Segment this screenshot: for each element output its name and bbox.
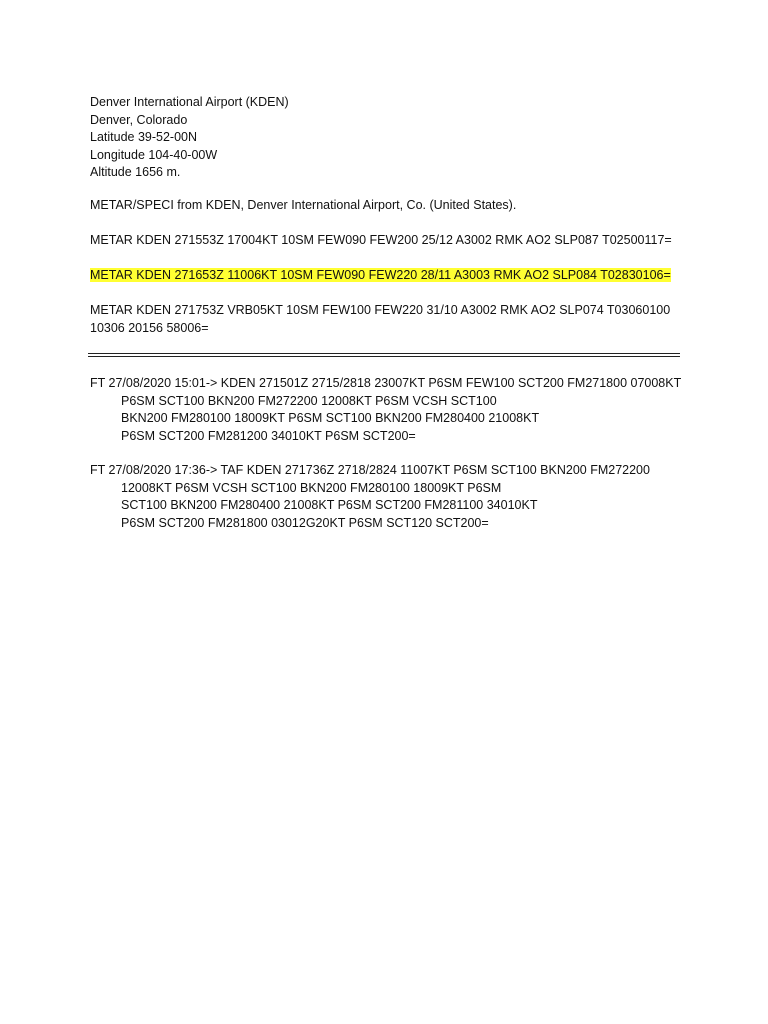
taf-line: BKN200 FM280100 18009KT P6SM SCT100 BKN200 FM280400 21008KT bbox=[121, 411, 540, 425]
taf-report-2 bbox=[90, 462, 710, 532]
taf-line: P6SM SCT200 FM281200 34010KT P6SM SCT200= bbox=[121, 428, 416, 443]
station-longitude: Longitude 104-40-00W bbox=[90, 147, 218, 162]
taf-report-1 bbox=[90, 375, 710, 445]
metar-intro bbox=[90, 197, 710, 215]
station-city: Denver, Colorado bbox=[90, 112, 188, 127]
metar-text-line-2: 10306 20156 58006= bbox=[90, 320, 209, 335]
taf-line: P6SM SCT100 BKN200 FM272200 12008KT P6SM VCSH SCT100 bbox=[121, 393, 497, 408]
station-altitude: Altitude 1656 m. bbox=[90, 165, 181, 179]
station-header bbox=[90, 94, 690, 182]
section-divider-top bbox=[88, 353, 680, 354]
taf-line: FT 27/08/2020 17:36-> TAF KDEN 271736Z 2718/2824 11007KT P6SM SCT100 BKN200 FM272200 bbox=[90, 463, 650, 477]
taf-line: 12008KT P6SM VCSH SCT100 BKN200 FM280100 18009KT P6SM bbox=[121, 480, 502, 495]
metar-text-line-1: METAR KDEN 271753Z VRB05KT 10SM FEW100 FEW220 31/10 A3002 RMK AO2 SLP074 T03060100 bbox=[90, 303, 671, 317]
taf-line: FT 27/08/2020 15:01-> KDEN 271501Z 2715/2818 23007KT P6SM FEW100 SCT200 FM271800 07008KT bbox=[90, 376, 682, 390]
taf-line: P6SM SCT200 FM281800 03012G20KT P6SM SCT120 SCT200= bbox=[121, 515, 489, 530]
intro-text: METAR/SPECI from KDEN, Denver International Airport, Co. (United States). bbox=[90, 198, 517, 212]
highlighted-metar-text: METAR KDEN 271653Z 11006KT 10SM FEW090 FEW220 28/11 A3003 RMK AO2 SLP084 T02830106= bbox=[90, 268, 671, 282]
taf-line: SCT100 BKN200 FM280400 21008KT P6SM SCT200 FM281100 34010KT bbox=[121, 498, 538, 512]
metar-text: METAR KDEN 271553Z 17004KT 10SM FEW090 FEW200 25/12 A3002 RMK AO2 SLP087 T02500117= bbox=[90, 233, 672, 247]
metar-report-3 bbox=[90, 302, 710, 337]
metar-report-1 bbox=[90, 232, 710, 250]
station-latitude: Latitude 39-52-00N bbox=[90, 130, 198, 144]
station-name: Denver International Airport (KDEN) bbox=[90, 95, 289, 109]
section-divider-bottom bbox=[88, 356, 680, 357]
metar-report-2-highlighted bbox=[90, 267, 710, 285]
